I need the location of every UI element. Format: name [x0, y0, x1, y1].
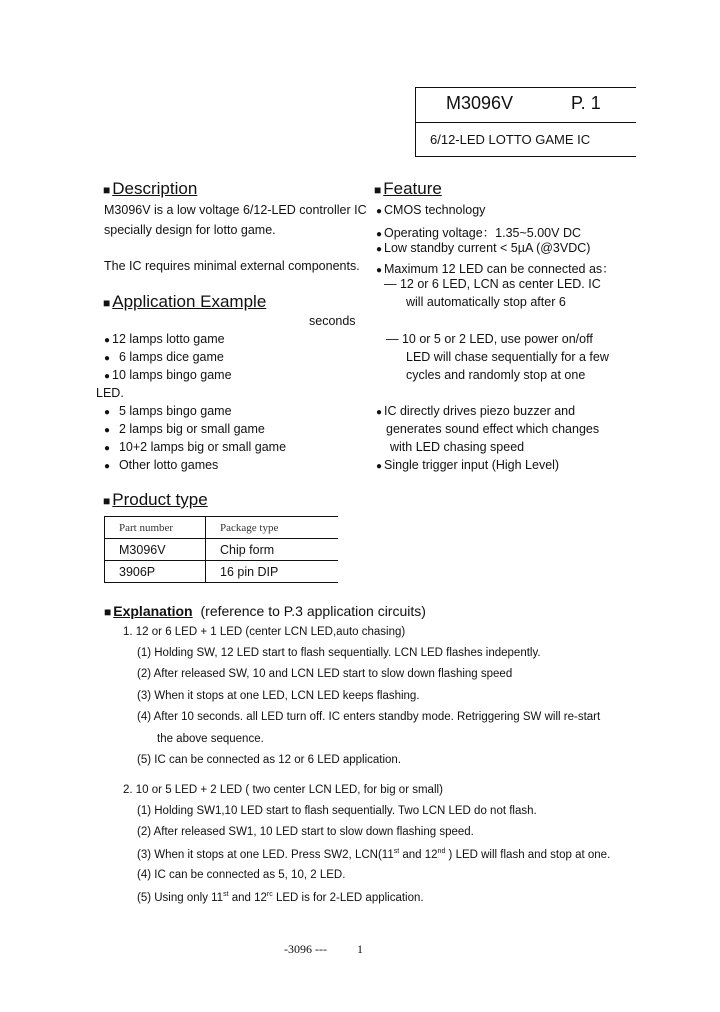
- explanation-step: (4) IC can be connected as 5, 10, 2 LED.: [137, 869, 346, 881]
- application-item: ● Other lotto games: [104, 458, 219, 472]
- table-cell: 16 pin DIP: [220, 564, 279, 579]
- table-header-cell: Part number: [105, 517, 206, 539]
- header-divider: [416, 122, 636, 123]
- feature-subitem: — 10 or 5 or 2 LED, use power on/off: [386, 332, 593, 346]
- explanation-note: (reference to P.3 application circuits): [200, 603, 426, 619]
- explanation-step: (5) Using only 11st and $12^{rc}$ LED is for 2-LED application.: [137, 891, 424, 904]
- application-item: ● 6 lamps dice game: [104, 350, 224, 364]
- feature-subitem: cycles and randomly stop at one: [406, 368, 586, 382]
- explanation-heading: ■ Explanation (reference to P.3 application circuits): [104, 603, 426, 619]
- product-type-heading: ■ Product type: [103, 490, 208, 509]
- footer-page-number: 1: [357, 942, 363, 956]
- description-line: The IC requires minimal external components.: [104, 259, 360, 273]
- feature-item: ● Maximum 12 LED can be connected as：: [376, 262, 615, 276]
- explanation-step: (3) When it stops at one LED. Press SW2, LCN(11st and 12nd ) LED will flash and stop at one.: [137, 848, 611, 861]
- table-cell: 3906P: [105, 561, 206, 583]
- model-number: M3096V: [446, 93, 514, 113]
- footer-code: -3096 ---: [284, 942, 327, 956]
- explanation-step: (1) Holding SW1,10 LED start to flash sequentially. Two LCN LED do not flash.: [137, 805, 537, 817]
- section-title: 2. 10 or 5 LED + 2 LED ( two center LCN LED, for big or small): [123, 784, 443, 796]
- table-header-cell: Package type: [220, 521, 279, 534]
- table-header-row: [105, 517, 339, 539]
- explanation-step: (2) After released SW1, 10 LED start to slow down flashing speed.: [137, 826, 474, 838]
- feature-item-cont: with LED chasing speed: [390, 440, 525, 454]
- application-heading: ■ Application Example: [103, 292, 267, 311]
- application-item: ● 10+2 lamps big or small game: [104, 440, 287, 454]
- feature-subitem: seconds: [309, 314, 356, 328]
- description-line: M3096V is a low voltage 6/12-LED controller IC: [104, 203, 367, 217]
- product-table: [104, 516, 338, 583]
- table-cell: Chip form: [220, 542, 275, 557]
- explanation-step: the above sequence.: [157, 733, 264, 745]
- feature-subitem: — 12 or 6 LED, LCN as center LED. IC: [384, 277, 601, 291]
- description-heading: ■ Description: [103, 179, 198, 198]
- feature-item: ● Low standby current < 5µA (@3VDC): [376, 241, 591, 255]
- section-title: 1. 12 or 6 LED + 1 LED (center LCN LED,auto chasing): [123, 626, 406, 638]
- application-item: ● 12 lamps lotto game: [104, 332, 225, 346]
- feature-item: ● IC directly drives piezo buzzer and: [376, 404, 576, 418]
- explanation-step: (3) When it stops at one LED, LCN LED keeps flashing.: [137, 690, 420, 702]
- table-row: [105, 539, 339, 561]
- description-line: specially design for lotto game.: [104, 223, 276, 237]
- explanation-step: (5) IC can be connected as 12 or 6 LED application.: [137, 754, 402, 766]
- application-item: ● 10 lamps bingo game: [104, 368, 232, 382]
- feature-subitem: will automatically stop after 6: [406, 295, 566, 309]
- application-item: ● 5 lamps bingo game: [104, 404, 232, 418]
- table-cell: M3096V: [105, 539, 206, 561]
- table-row: [105, 561, 339, 583]
- header-box: [415, 87, 636, 157]
- feature-item: ● CMOS technology: [376, 203, 486, 217]
- document-subtitle: 6/12-LED LOTTO GAME IC: [430, 132, 591, 147]
- feature-item: ● Single trigger input (High Level): [376, 458, 560, 472]
- page-number: P. 1: [571, 93, 601, 113]
- explanation-step: (2) After released SW, 10 and LCN LED start to slow down flashing speed: [137, 668, 513, 680]
- explanation-step: (4) After 10 seconds. all LED turn off. IC enters standby mode. Retriggering SW will re-start: [137, 711, 601, 723]
- feature-item: ● Operating voltage：1.35~5.00V DC: [376, 226, 581, 240]
- feature-subitem: LED.: [96, 386, 124, 400]
- explanation-step: (1) Holding SW, 12 LED start to flash sequentially. LCN LED flashes indepently.: [137, 647, 541, 659]
- feature-subitem: LED will chase sequentially for a few: [406, 350, 609, 364]
- application-item: ● 2 lamps big or small game: [104, 422, 265, 436]
- feature-heading: ■ Feature: [374, 179, 442, 198]
- feature-item-cont: generates sound effect which changes: [386, 422, 600, 436]
